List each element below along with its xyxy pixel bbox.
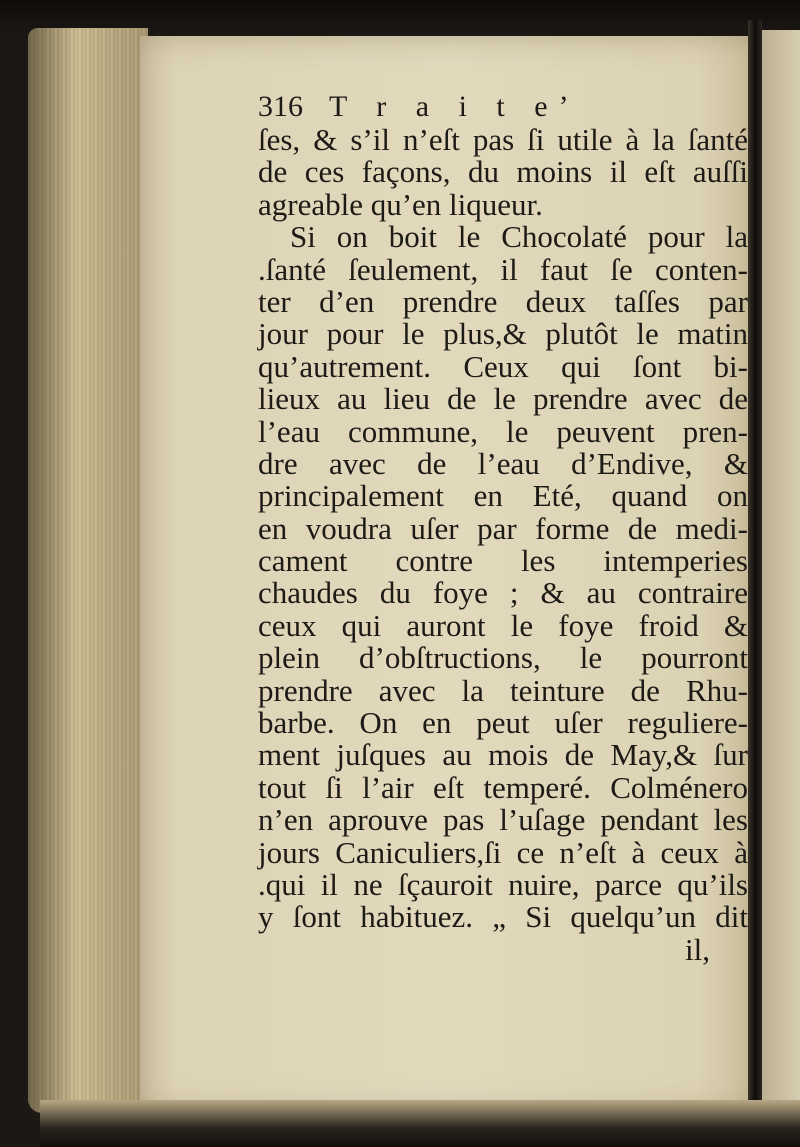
text-line: l’eau commune, le peuvent pren-	[258, 413, 748, 449]
text-line: principalement en Eté, quand on	[258, 478, 748, 514]
catchword: il,	[685, 931, 710, 967]
text-line: de ces façons, du moins il eſt auſſi	[258, 154, 748, 190]
text-line: chaudes du foye ; & au contraire	[258, 575, 748, 611]
text-line: en voudra uſer par forme de medi-	[258, 510, 748, 546]
book-gutter	[748, 20, 762, 1130]
text-line: lieux au lieu de le prendre avec de	[258, 381, 748, 417]
text-line: barbe. On en peut uſer reguliere-	[258, 705, 748, 741]
facing-page-edge	[762, 30, 800, 1130]
running-head	[258, 80, 748, 124]
running-title: T r a i t e’	[329, 90, 580, 123]
text-line: qu’autrement. Ceux qui ſont bi-	[258, 348, 748, 384]
text-line: tout ſi l’air eſt temperé. Colménero	[258, 769, 748, 805]
text-line: .qui il ne ſçauroit nuire, parce qu’ils	[258, 866, 748, 902]
text-line: .ſanté ſeulement, il faut ſe conten-	[258, 251, 748, 287]
page-block-edge	[28, 28, 148, 1113]
text-line: prendre avec la teinture de Rhu-	[258, 672, 748, 708]
text-line: ſes, & s’il n’eſt pas ſi utile à la ſanté	[258, 122, 748, 157]
text-line: Si on boit le Chocolaté pour la	[290, 219, 748, 255]
page-number: 316	[258, 90, 303, 123]
page-text	[258, 80, 748, 966]
text-line: agreable qu’en liqueur.	[258, 186, 543, 222]
text-line: jour pour le plus,& plutôt le matin	[258, 316, 748, 352]
text-line: ceux qui auront le foye froid &	[258, 607, 748, 643]
text-line: ter d’en prendre deux taſſes par	[258, 283, 748, 319]
bottom-edge	[40, 1100, 800, 1147]
text-line: cament contre les intemperies	[258, 543, 748, 579]
text-line: ment juſques au mois de May,& ſur	[258, 737, 748, 773]
text-line: y ſont habituez. „ Si quelqu’un dit	[258, 899, 748, 935]
text-line: n’en aprouve pas l’uſage pendant les	[258, 802, 748, 838]
text-line: plein d’obſtructions, le pourront	[258, 640, 748, 676]
text-line: dre avec de l’eau d’Endive, &	[258, 445, 748, 481]
text-line: jours Caniculiers,ſi ce n’eſt à ceux à	[258, 834, 748, 870]
body-text	[258, 124, 748, 934]
